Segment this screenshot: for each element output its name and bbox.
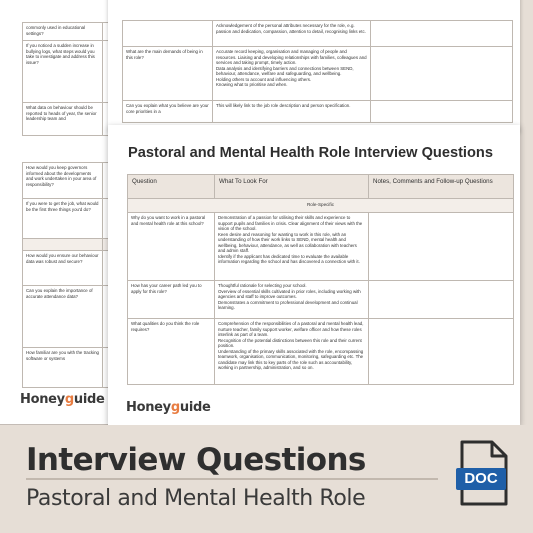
back-top-page [108,0,520,132]
question-cell: How has your career path led you to apply for this role? [128,281,215,319]
question-cell: What data on behaviour should be reported to heads of year, the senior leadership team and [23,103,103,136]
table-row [123,101,513,123]
front-page [108,125,520,425]
column-header-look-for: What To Look For [215,175,369,199]
question-cell: commonly used in educational settings? [23,23,103,41]
notes-cell [371,101,513,123]
banner-title: Interview Questions [26,442,366,478]
look-for-cell: Acknowledgement of the personal attributes necessary for the role, e.g. passion and dedication, compassion, attention to detail, recognising links etc. [213,21,371,47]
table-row [123,47,513,101]
table-header-row [128,175,514,199]
table-row [123,21,513,47]
back-top-table [122,20,513,123]
notes-cell [371,21,513,47]
doc-badge: DOC [456,468,506,490]
question-cell [123,21,213,47]
question-cell: What are the main demands of being in this role? [123,47,213,101]
questions-table [127,174,514,385]
question-cell: If you were to get the job, what would be the first three things you'd do? [23,199,103,239]
column-header-notes: Notes, Comments and Follow-up Questions [369,175,514,199]
look-for-cell: Demonstration of a passion for utilising their skills and experience to support pupils and families in crisis. Clear alignment of their views with the vision of the school. Keen desire and reasoning for wanting to work in this role, with an understanding of how their work links to SEND, mental health and wellbeing, behaviour, attendance, as well as collaboration with teachers and admin staff. Identify if the applicant has dedicated time to evaluate the available information regarding the school and has discovered a connection with it. [215,213,369,281]
column-header-question: Question [128,175,215,199]
notes-cell [369,319,514,385]
question-cell: How familiar are you with the tracking software or systems [23,348,103,388]
notes-cell [369,281,514,319]
document-title: Pastoral and Mental Health Role Interview Questions [128,145,493,161]
look-for-cell: Accurate record keeping, organisation and managing of people and resources. Liaising and developing relationships with families, colleagues and services and taking prompt, timely action. Data analysis and identifying barriers and connections between SEND, behaviour, attendance, welfare and safeguarding, and wellbeing. Holding others to account and influencing others. Knowing what to prioritise and when. [213,47,371,101]
look-for-cell: Thoughtful rationale for selecting your school. Overview of essential skills cultivated in prior roles, including working with agencies and staff to improve outcomes. Demonstrates a commitment to professional development and continual learning. [215,281,369,319]
question-cell: Can you explain the importance of accurate attendance data? [23,286,103,348]
question-cell: How would you keep governors informed about the developments and work undertaken in your area of responsibility? [23,163,103,199]
question-cell: Why do you want to work in a pastoral and mental health role at this school? [128,213,215,281]
table-row [128,281,514,319]
table-row [128,213,514,281]
section-row [128,199,514,213]
table-row [128,319,514,385]
banner-subtitle: Pastoral and Mental Health Role [26,486,366,511]
look-for-cell: Comprehension of the responsibilities of a pastoral and mental health lead, nurture teacher, family support worker, welfare officer and how these roles interlink as part of a team. Recognition of the potential distinctions between this role and their current position. Understanding of the primary skills associated with the role, encompassing teamwork, organisation, communication, monitoring, safeguarding etc. The candidate may link this to key parts of the role such as accountability, working in partnership, administration, and so on. [215,319,369,385]
notes-cell [369,213,514,281]
question-cell: How would you ensure our behaviour data was robust and secure? [23,251,103,286]
banner-divider [26,478,438,480]
question-cell: Can you explain what you believe are your core priorities in a [123,101,213,123]
honeyguide-logo: Honeyguide [20,392,105,407]
doc-file-icon [458,440,510,508]
honeyguide-logo: Honeyguide [126,400,211,415]
question-cell [23,239,103,251]
question-cell: If you noticed a sudden increase in bullying logs, what steps would you take to investigate and address this issue? [23,41,103,103]
section-label: Role-Specific [128,199,514,213]
look-for-cell: This will likely link to the job role description and person specification. [213,101,371,123]
notes-cell [371,47,513,101]
question-cell: What qualities do you think the role requires? [128,319,215,385]
